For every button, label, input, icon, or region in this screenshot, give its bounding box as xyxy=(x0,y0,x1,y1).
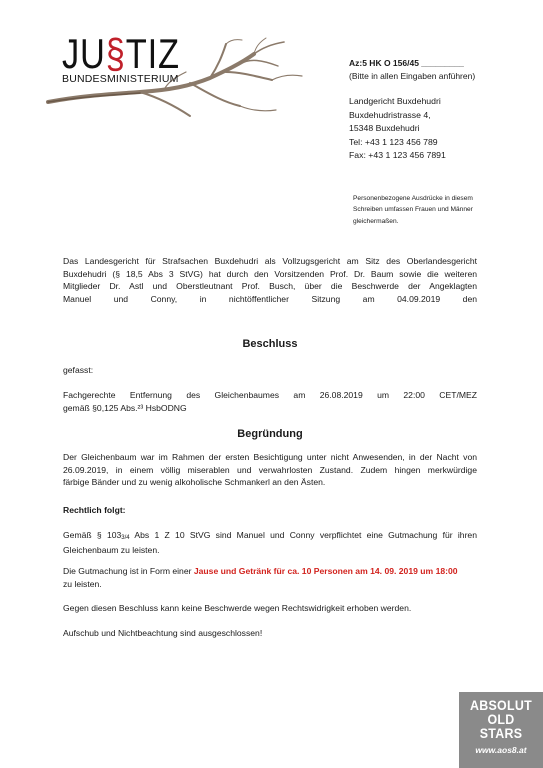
absolut-old-stars-badge xyxy=(459,692,543,768)
beschluss-line: gemäß §0,125 Abs.²³ HsbODNG xyxy=(63,402,187,413)
gutmachung-highlight: Jause und Getränk für ca. 10 Personen am 14. 09. 2019 um 18:00 xyxy=(193,566,458,576)
intro-line: Buxdehudri (§ 18,5 Abs 3 StVG) hat durch den Vorsitzenden Prof. Dr. Baum sowie die weiteren xyxy=(63,268,477,279)
gutmachung-line xyxy=(63,565,477,578)
gutmachung-paragraph xyxy=(63,565,477,590)
begruendung-line: 26.09.2019, in einem völlig miserablen und verwahrlosten Zustand. Zudem hingen merkwürdige xyxy=(63,464,477,475)
aktenzeichen-hint: (Bitte in allen Eingaben anführen) xyxy=(349,71,476,81)
gender-note: Personenbezogene Ausdrücke in diesem Schreiben umfassen Frauen und Männer gleichermaßen. xyxy=(353,195,473,225)
court-address xyxy=(349,95,446,163)
address-line: 15348 Buxdehudri xyxy=(349,123,420,134)
beschluss-heading: Beschluss xyxy=(242,338,298,350)
logo-word-end: TIZ xyxy=(125,30,180,77)
beschwerde-text: Gegen diesen Beschluss kann keine Beschwerde wegen Rechtswidrigkeit erhoben werden. xyxy=(63,603,412,613)
intro-line: Mitglieder Dr. Astl und Oberstleutnant Prof. Busch, über die Beschwerde der Angeklagten xyxy=(63,281,477,292)
justiz-logo xyxy=(62,30,180,77)
address-line: Buxdehudristrasse 4, xyxy=(349,109,431,120)
beschluss-line: Fachgerechte Entfernung des Gleichenbaumes am 26.08.2019 um 22:00 CET/MEZ xyxy=(63,390,477,400)
badge-line: STARS xyxy=(479,726,523,741)
gutmachung-line: zu leisten. xyxy=(63,578,102,589)
gemaess-line: Gleichenbaum zu leisten. xyxy=(63,544,160,555)
logo-word-start: JU xyxy=(62,30,106,77)
begruendung-line: färbige Bänder und zu wenig alkoholische Schmankerl an den Ästen. xyxy=(63,477,326,488)
gemaess-start: Gemäß § 103 xyxy=(63,530,122,540)
gemaess-line xyxy=(63,529,477,544)
logo-subtitle: BUNDESMINISTERIUM xyxy=(62,73,179,85)
begruendung-heading: Begründung xyxy=(237,428,303,440)
rechtlich-folgt-label: Rechtlich folgt: xyxy=(63,505,126,515)
address-line: Tel: +43 1 123 456 789 xyxy=(349,136,438,147)
aktenzeichen: Az:5 HK O 156/45 _________ xyxy=(349,58,464,68)
gutmachung-start: Die Gutmachung ist in Form einer xyxy=(63,566,194,576)
intro-line: Manuel und Conny, in nichtöffentlicher Sitzung am 04.09.2019 den xyxy=(63,293,477,304)
badge-url: www.aos8.at xyxy=(475,745,527,755)
aufschub-text: Aufschub und Nichtbeachtung sind ausgeschlossen! xyxy=(63,628,263,638)
intro-paragraph xyxy=(63,255,477,317)
begruendung-line: Der Gleichenbaum war im Rahmen der ersten Besichtigung unter nicht Anwesenden, in der Nacht von xyxy=(63,452,477,462)
gefasst-label: gefasst: xyxy=(63,365,94,375)
begruendung-paragraph xyxy=(63,451,477,489)
address-line: Fax: +43 1 123 456 7891 xyxy=(349,150,446,161)
gemaess-paragraph xyxy=(63,529,477,556)
beschluss-text xyxy=(63,389,477,414)
gemaess-sub: 3/4 xyxy=(121,535,130,541)
badge-line: OLD xyxy=(487,712,515,727)
address-line: Landgericht Buxdehudri xyxy=(349,96,441,106)
logo-paragraph-mark: § xyxy=(105,30,126,77)
badge-line: ABSOLUT xyxy=(470,698,532,713)
gemaess-rest: Abs 1 Z 10 StVG sind Manuel und Conny verpflichtet eine Gutmachung für ihren xyxy=(129,530,477,540)
intro-line: Das Landesgericht für Strafsachen Buxdehudri als Vollzugsgericht am Sitz des Oberlandesgericht xyxy=(63,256,477,266)
